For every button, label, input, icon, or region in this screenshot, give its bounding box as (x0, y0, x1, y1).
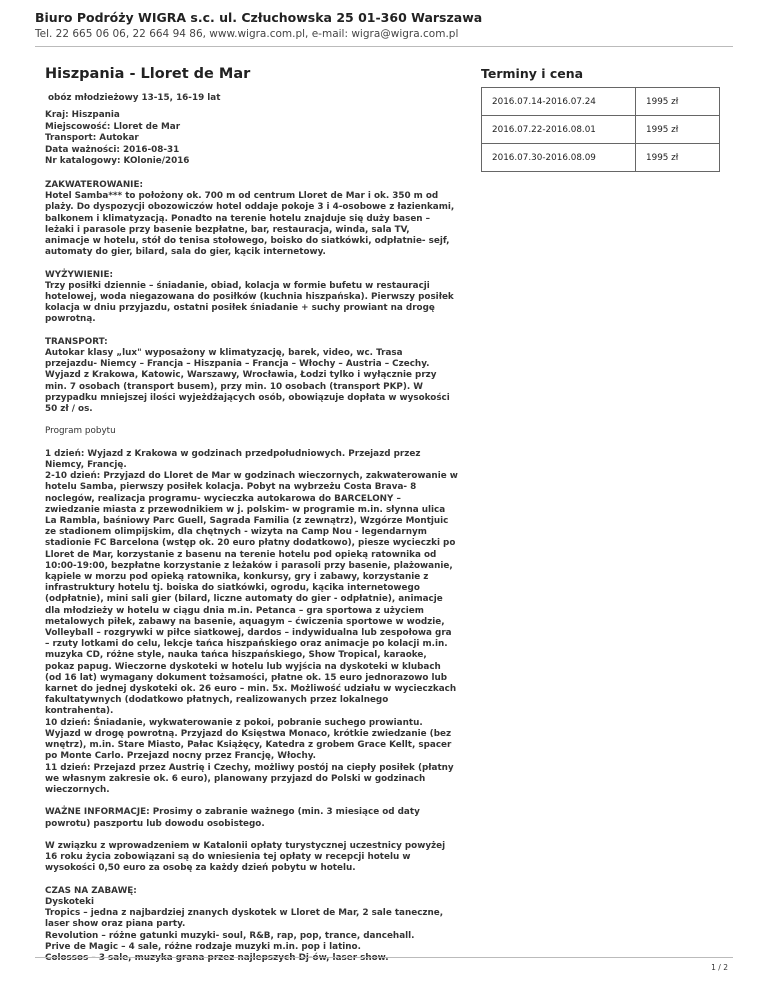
table-row (482, 88, 720, 116)
term-dates: 2016.07.30-2016.08.09 (482, 144, 636, 172)
terms-table (481, 87, 720, 172)
meta-valid-until: Data ważności: 2016-08-31 (45, 144, 180, 155)
section-tourist-tax: W związku z wprowadzeniem w Katalonii opłaty turystycznej uczestnicy powyżej 16 roku życia zobowiązani są do wniesienia tej opłaty w recepcji hotelu w wysokości 0,50 euro za osobę za każdy dzień pobytu w hotelu. (45, 840, 446, 874)
section-program: 1 dzień: Wyjazd z Krakowa w godzinach przedpołudniowych. Przejazd przez Niemcy, Francję. 2-10 dzień: Przyjazd do Lloret de Mar w godzinach wieczornych, zakwaterowanie w hotelu Samba, pierwszy posiłek kolacja. Pobyt na wybrzeżu Costa Brava- 8 noclegów, realizacja programu- wycieczka autokarowa do BARCELONY – zwiedzanie miasta z przewodnikiem w j. polskim- w programie m.in. słynna ulica La Rambla, baśniowy Parc Guell, Sagrada Familia (z zewnątrz), Wzgórze Montjuic ze stadionem olimpijskim, dla chętnych - wizyta na Camp Nou - legendarnym stadionie FC Barcelona (wstęp ok. 20 euro płatny dodatkowo), piesze wycieczki po Lloret de Mar, korzystanie z basenu na terenie hotelu pod opieką ratownika od 10:00-19:00, bezpłatne korzystanie z leżaków i parasoli przy basenie, plażowanie, kąpiele w morzu pod opieką ratownika, konkursy, gry i zabawy, korzystanie z infrastruktury hotelu tj. boiska do siatkówki, ogrodu, kącika internetowego (odpłatnie), mini sali gier (bilard, liczne automaty do gier - odpłatnie), animacje dla młodzieży w hotelu w ciągu dnia m.in. Petanca – gra sportowa z użyciem metalowych piłek, zabawy na basenie, aquagym – ćwiczenia sportowe w wodzie, Volleyball – rozgrywki w piłce siatkowej, dardos – indywidualna lub zespołowa gra – rzuty lotkami do celu, lekcje tańca hiszpańskiego oraz animacje po kolacji m.in. muzyka CD, różne style, nauka tańca hiszpańskiego, Show Tropical, karaoke, pokaz papug. Wieczorne dyskoteki w hotelu lub wyjścia na dyskoteki w klubach (od 16 lat) wymagany dokument tożsamości, płatne ok. 15 euro jednorazowo lub karnet do jednej dyskoteki ok. 26 euro – min. 5x. Możliwość udziału w wycieczkach fakultatywnych (dodatkowo płatnych, realizowanych przez lokalnego kontrahenta). 10 dzień: Śniadanie, wykwaterowanie z pokoi, pobranie suchego prowiantu. Wyjazd w drogę powrotną. Przyjazd do Księstwa Monaco, krótkie zwiedzanie (bez wnętrz), m.in. Stare Miasto, Pałac Książęcy, Katedra z grobem Grace Kellt, spacer po Monte Carlo. Przejazd nocny przez Francję, Włochy. 11 dzień: Przejazd przez Austrię i Czechy, możliwy postój na ciepły posiłek (płatny we własnym zakresie ok. 6 euro), planowany przyjazd do Polski w godzinach wieczornych. (45, 448, 458, 795)
table-row (482, 144, 720, 172)
term-price: 1995 zł (636, 116, 720, 144)
table-row (482, 116, 720, 144)
offer-subtitle: obóz młodzieżowy 13-15, 16-19 lat (48, 93, 221, 103)
meta-location: Miejscowość: Lloret de Mar (45, 121, 181, 132)
offer-title: Hiszpania - Lloret de Mar (45, 66, 251, 82)
terms-title: Terminy i cena (481, 66, 584, 81)
section-important: WAŻNE INFORMACJE: Prosimy o zabranie ważnego (min. 3 miesiące od daty powrotu) paszportu lub dowodu osobistego. (45, 807, 420, 829)
offer-meta (45, 110, 189, 168)
offer-description (45, 180, 465, 964)
term-dates: 2016.07.22-2016.08.01 (482, 116, 636, 144)
section-food: WYŻYWIENIE: Trzy posiłki dziennie – śniadanie, obiad, kolacja w formie bufetu w restauracji hotelowej, woda niegazowana do posiłków (kuchnia hiszpańska). Pierwszy posiłek kolacja w dniu przyjazdu, ostatni posiłek śniadanie + suchy prowiant na drogę powrotną. (45, 269, 454, 325)
header-divider (35, 46, 733, 47)
meta-country: Kraj: Hiszpania (45, 110, 120, 120)
section-accommodation: ZAKWATEROWANIE: Hotel Samba*** to położony ok. 700 m od centrum Lloret de Mar i ok. 350 m od plaży. Do dyspozycji obozowiczów hotel oddaje pokoje 3 i 4-osobowe z łazienkami, balkonem i klimatyzacją. Ponadto na terenie hotelu znajduje się duży basen – leżaki i parasole przy basenie bezpłatne, bar, restauracja, winda, sala TV, animacje w hotelu, stół do tenisa stołowego, boisko do siatkówki, odpłatnie- sejf, automaty do gier, bilard, sala do gier, kącik internetowy. (45, 180, 455, 258)
page-number: 1 / 2 (711, 963, 728, 972)
meta-catalog-number: Nr katalogowy: KOlonie/2016 (45, 156, 190, 166)
company-line: Biuro Podróży WIGRA s.c. ul. Człuchowska 25 01-360 Warszawa (35, 10, 483, 25)
footer-divider (35, 957, 733, 958)
contact-line: Tel. 22 665 06 06, 22 664 94 86, www.wigra.com.pl, e-mail: wigra@wigra.com.pl (35, 28, 459, 40)
meta-transport: Transport: Autokar (45, 133, 139, 143)
section-transport: TRANSPORT: Autokar klasy „lux" wyposażony w klimatyzację, barek, video, wc. Trasa przejazdu- Niemcy – Francja – Hiszpania – Francja – Włochy – Austria – Czechy. Wyjazd z Krakowa, Katowic, Warszawy, Wrocławia, Łodzi tylko i wyłącznie przy min. 7 osobach (transport busem), przy min. 10 osobach (transport PKP). W przypadku mniejszej ilości wyjeżdżających osób, obowiązuje dopłata w wysokości 50 zł / os. (45, 336, 450, 415)
program-heading: Program pobytu (45, 426, 116, 437)
term-dates: 2016.07.14-2016.07.24 (482, 88, 636, 116)
term-price: 1995 zł (636, 88, 720, 116)
term-price: 1995 zł (636, 144, 720, 172)
section-fun: CZAS NA ZABAWĘ: Dyskoteki Tropics – jedna z najbardziej znanych dyskotek w Lloret de Mar, 2 sale taneczne, laser show oraz piana party. Revolution – różne gatunki muzyki- soul, R&B, rap, pop, trance, dancehall. Prive de Magic – 4 sale, różne rodzaje muzyki m.in. pop i latino. Colossos – 3 sale, muzyka grana przez najlepszych Dj-ów, laser show. (45, 885, 444, 963)
document-header (35, 10, 735, 41)
